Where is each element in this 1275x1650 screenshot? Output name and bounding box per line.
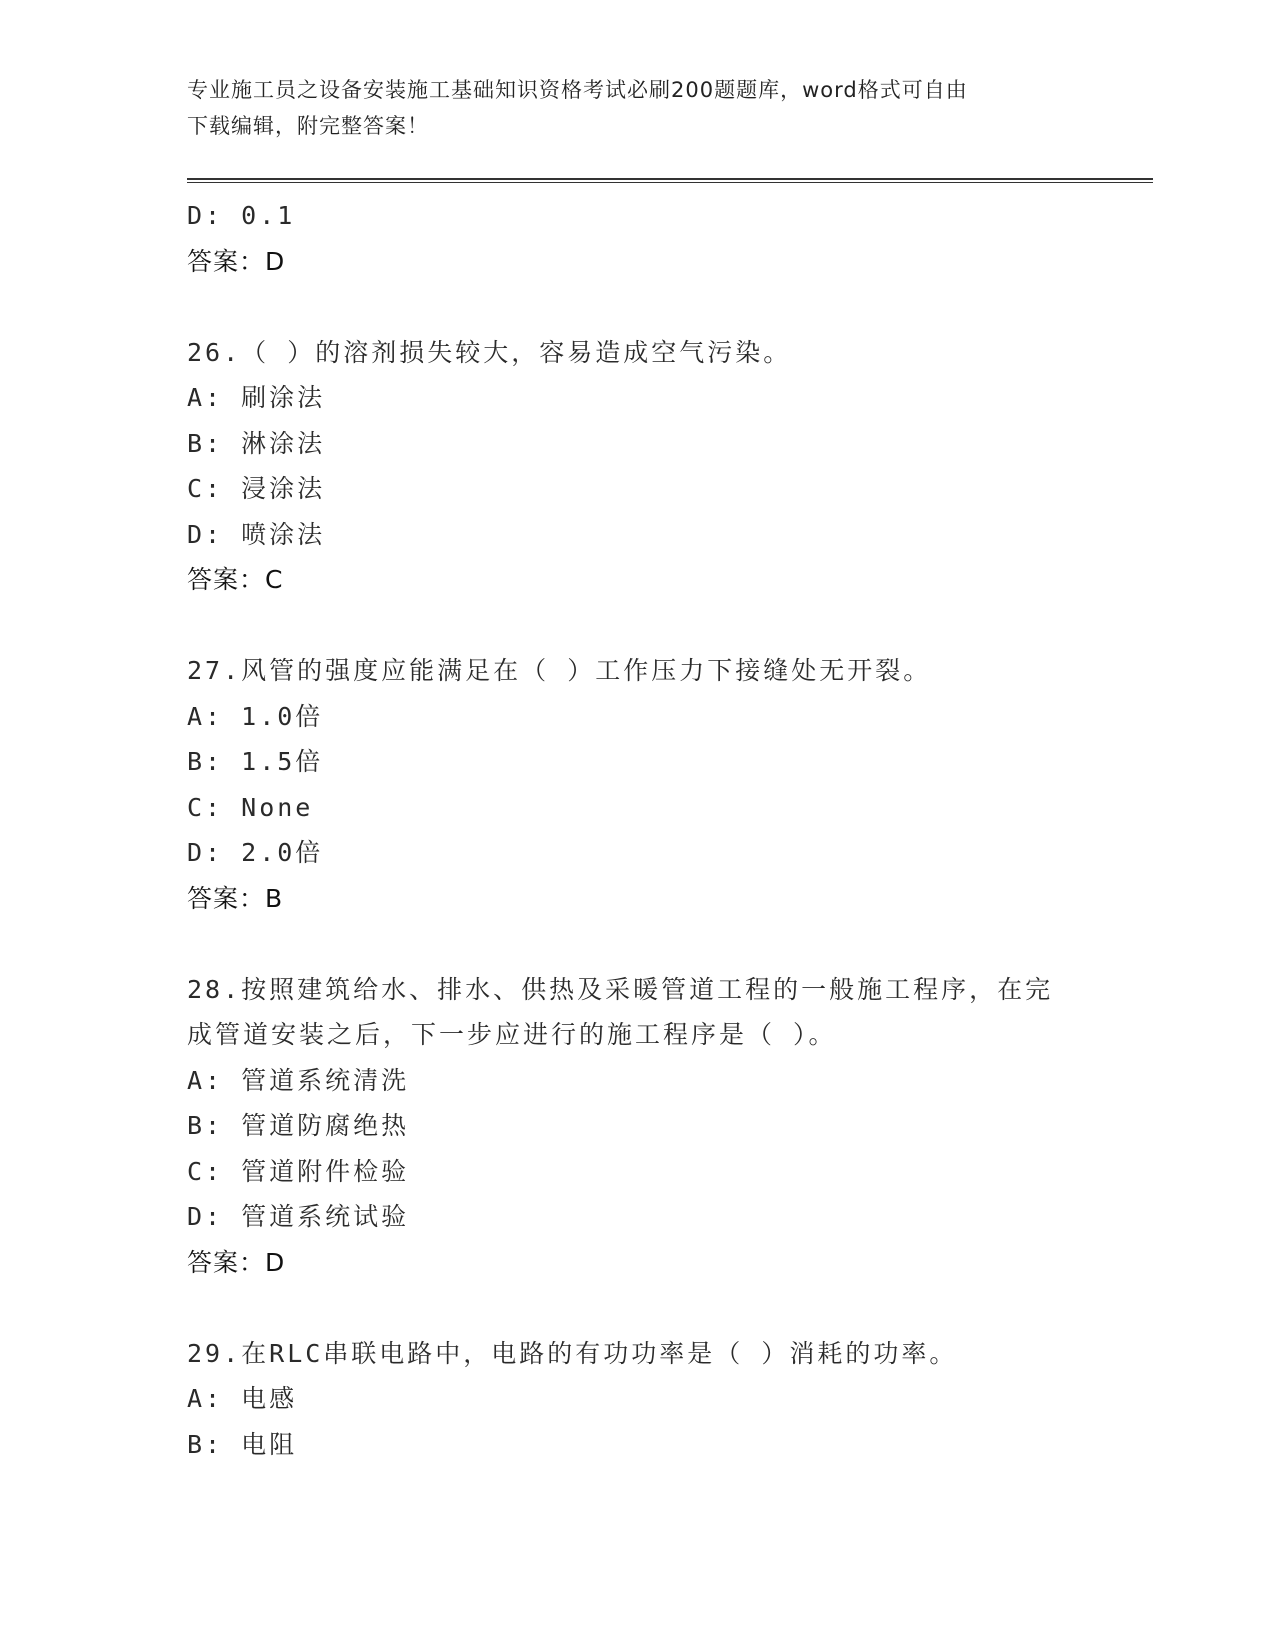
header-rule-bottom bbox=[187, 182, 1153, 183]
option-b: B: 电阻 bbox=[187, 1429, 298, 1459]
answer-line: 答案：C bbox=[187, 565, 284, 594]
document-header bbox=[187, 72, 1067, 144]
option-b: B: 淋涂法 bbox=[187, 428, 326, 458]
spacer bbox=[187, 603, 1087, 649]
option-a: A: 1.0倍 bbox=[187, 701, 324, 731]
spacer bbox=[187, 284, 1087, 330]
option-a: A: 刷涂法 bbox=[187, 383, 326, 412]
answer-line: 答案：D bbox=[187, 246, 286, 276]
question-stem-line-2: 成管道安装之后，下一步应进行的施工程序是（ ）。 bbox=[187, 1020, 837, 1049]
question-content bbox=[187, 193, 1087, 1467]
question-stem-line-1: 28.按照建筑给水、排水、供热及采暖管道工程的一般施工程序，在完 bbox=[187, 974, 1054, 1004]
spacer bbox=[187, 921, 1087, 967]
option-c: C: 浸涂法 bbox=[187, 474, 326, 503]
answer-line: 答案：B bbox=[187, 883, 284, 913]
option-c: C: 管道附件检验 bbox=[187, 1156, 410, 1186]
option-a: A: 电感 bbox=[187, 1384, 298, 1413]
option-c: C: None bbox=[187, 792, 314, 822]
header-line-1: 专业施工员之设备安装施工基础知识资格考试必刷200题题库，word格式可自由 bbox=[187, 78, 968, 102]
option-d: D: 2.0倍 bbox=[187, 838, 324, 867]
option-d: D: 管道系统试验 bbox=[187, 1202, 410, 1231]
question-block-28 bbox=[187, 967, 1087, 1286]
option-d: D: 0.1 bbox=[187, 201, 296, 230]
question-block-27 bbox=[187, 648, 1087, 921]
header-line-2: 下载编辑，附完整答案！ bbox=[187, 114, 429, 138]
option-d: D: 喷涂法 bbox=[187, 519, 326, 549]
header-rule-top bbox=[187, 178, 1153, 180]
question-stem: 27.风管的强度应能满足在（ ）工作压力下接缝处无开裂。 bbox=[187, 656, 932, 685]
question-stem: 26.（ ）的溶剂损失较大，容易造成空气污染。 bbox=[187, 337, 792, 367]
question-block-29 bbox=[187, 1331, 1087, 1468]
question-block-26 bbox=[187, 330, 1087, 603]
spacer bbox=[187, 1285, 1087, 1331]
option-b: B: 管道防腐绝热 bbox=[187, 1111, 410, 1140]
option-a: A: 管道系统清洗 bbox=[187, 1065, 410, 1095]
option-b: B: 1.5倍 bbox=[187, 747, 324, 776]
question-stem: 29.在RLC串联电路中，电路的有功功率是（ ）消耗的功率。 bbox=[187, 1338, 958, 1368]
answer-line: 答案：D bbox=[187, 1247, 286, 1277]
